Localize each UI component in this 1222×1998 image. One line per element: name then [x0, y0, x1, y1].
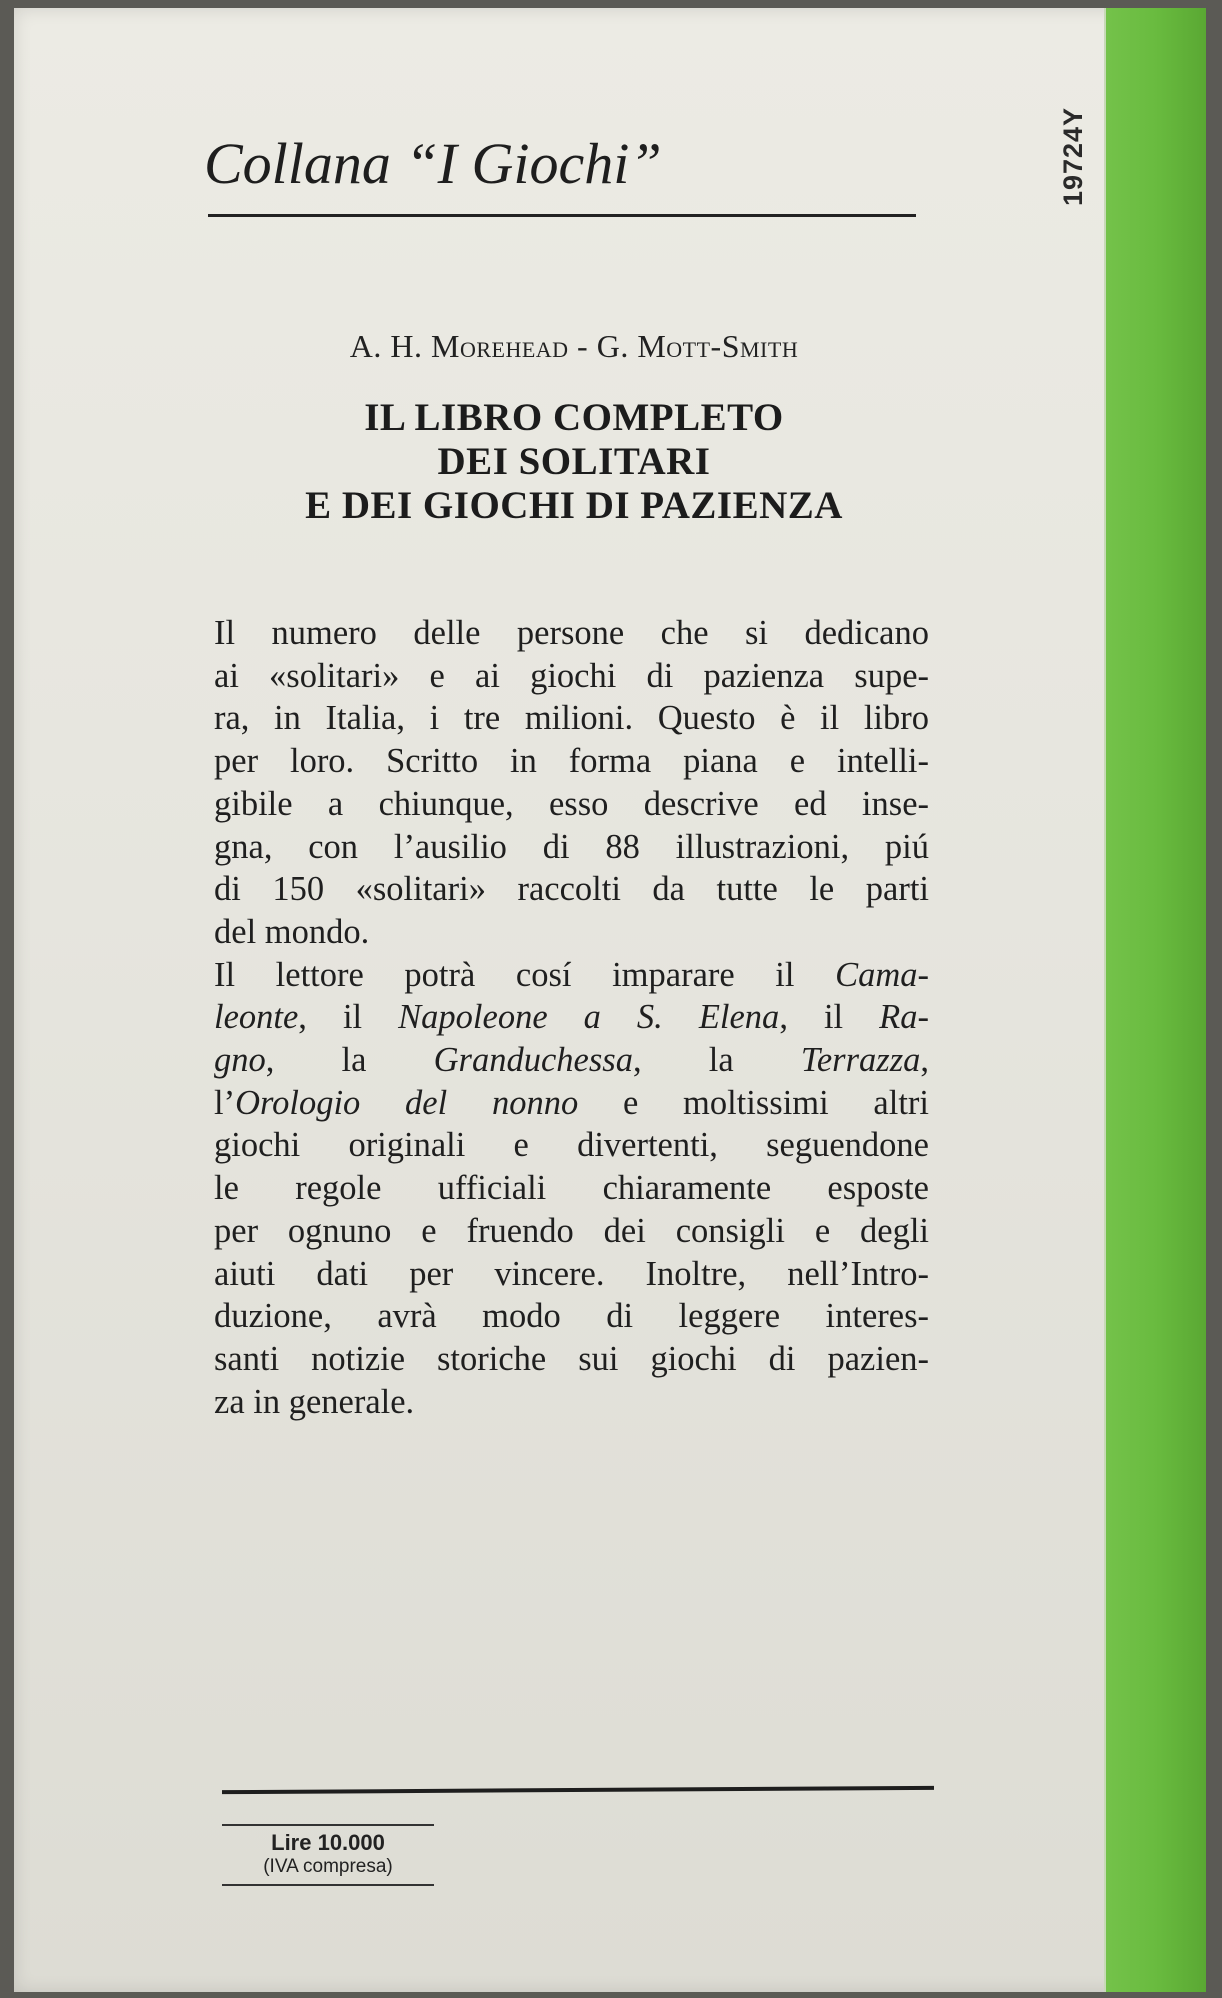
price-label: Lire 10.000: [271, 1830, 385, 1855]
blurb-text: [214, 612, 929, 1423]
blurb-line: l’Orologio del nonno e moltissimi altri: [214, 1083, 929, 1122]
price-note: (IVA compresa): [263, 1856, 393, 1877]
catalog-code: [1046, 86, 1102, 226]
blurb-line: giochi originali e divertenti, seguendone: [214, 1126, 929, 1165]
blurb-line: gna, con l’ausilio di 88 illustrazioni, piú: [214, 827, 929, 866]
blurb-line: del mondo.: [214, 912, 370, 951]
blurb-line: ra, in Italia, i tre milioni. Questo è il libro: [214, 699, 929, 738]
book-title: [194, 396, 954, 528]
bottom-rule: [222, 1786, 934, 1794]
book-title-line: E DEI GIOCHI DI PAZIENZA: [305, 484, 843, 527]
blurb-line: aiuti dati per vincere. Inoltre, nell’Intro-: [214, 1254, 929, 1293]
series-title: Collana “I Giochi”: [204, 131, 662, 196]
blurb-line: duzione, avrà modo di leggere interes-: [214, 1297, 929, 1336]
blurb-line: per ognuno e fruendo dei consigli e degli: [214, 1211, 929, 1250]
blurb-line: per loro. Scritto in forma piana e intelli-: [214, 742, 929, 781]
series-title-rule: [208, 214, 916, 217]
book-title-line: DEI SOLITARI: [437, 440, 711, 483]
authors: A. H. Morehead - G. Mott-Smith: [349, 328, 799, 364]
blurb-line: za in generale.: [214, 1382, 415, 1421]
price-box: [222, 1824, 434, 1886]
blurb-line: Il lettore potrà cosí imparare il Cama-: [214, 955, 929, 994]
blurb-line: gno, la Granduchessa, la Terrazza,: [214, 1041, 929, 1080]
blurb-line: le regole ufficiali chiaramente esposte: [214, 1169, 929, 1208]
book-back-cover: [14, 8, 1206, 1992]
green-spine-band: [1104, 8, 1206, 1992]
blurb-line: Il numero delle persone che si dedicano: [214, 614, 929, 652]
blurb-line: di 150 «solitari» raccolti da tutte le parti: [214, 870, 929, 909]
book-title-line: IL LIBRO COMPLETO: [364, 396, 784, 439]
catalog-code-text: 19724Y: [1058, 106, 1089, 206]
blurb-line: ai «solitari» e ai giochi di pazienza supe-: [214, 656, 929, 695]
blurb-line: leonte, il Napoleone a S. Elena, il Ra-: [214, 998, 929, 1037]
blurb-line: santi notizie storiche sui giochi di pazien-: [214, 1339, 929, 1378]
blurb-line: gibile a chiunque, esso descrive ed inse-: [214, 784, 929, 823]
